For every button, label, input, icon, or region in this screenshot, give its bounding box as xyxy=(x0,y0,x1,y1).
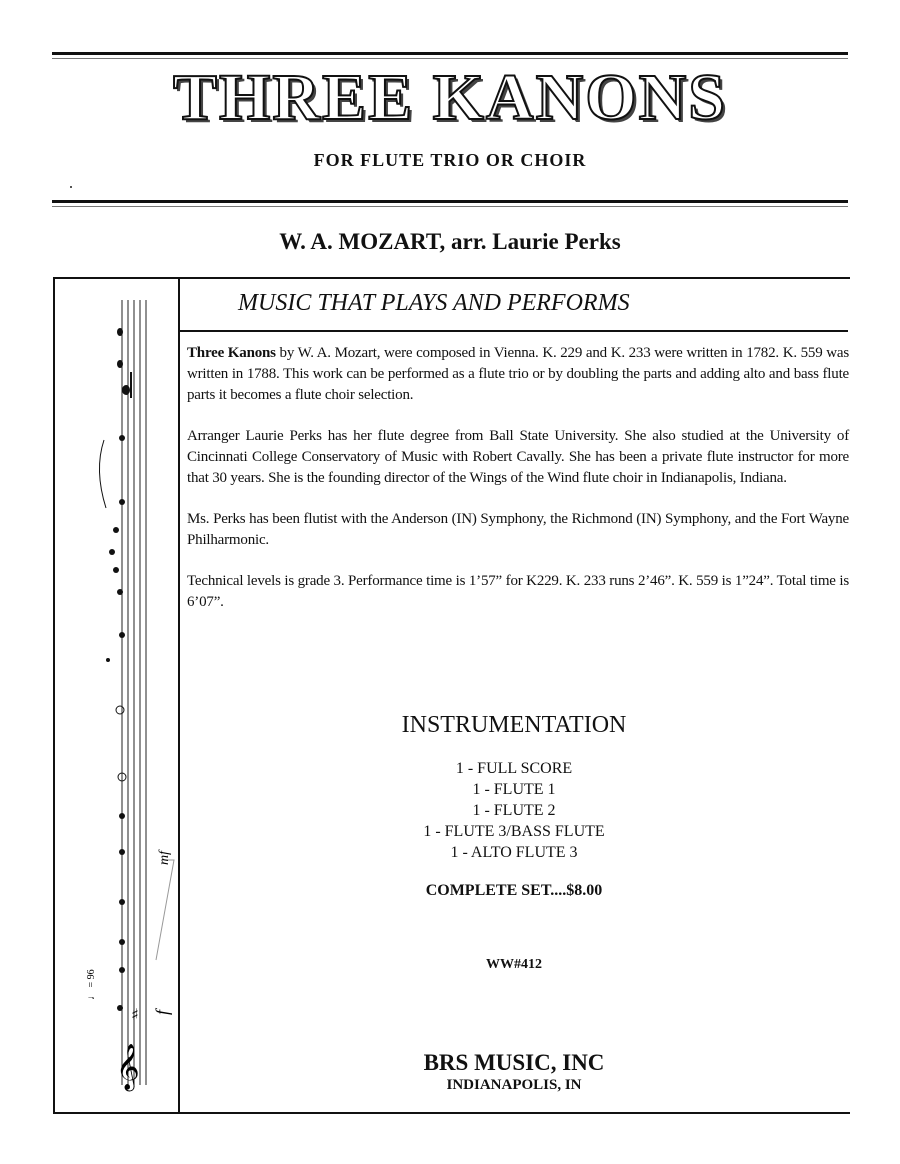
paragraph-performances: Ms. Perks has been flutist with the Anderson (IN) Symphony, the Richmond (IN) Symphony, and the Fort Wayne Philharmonic. xyxy=(187,511,849,548)
top-rule xyxy=(52,52,848,59)
intro-bold: Three Kanons xyxy=(187,345,276,361)
treble-clef-icon: 𝄞 xyxy=(116,1044,140,1090)
paragraph-arranger: Arranger Laurie Perks has her flute degree from Ball State University. She also studied at the University of Cincinnati College Conservatory of Music with Robert Cavally. She has been a private flute instructor for more that 30 years. She is the founding director of the Wings of the Wind flute choir in Indianapolis, Indiana. xyxy=(187,428,849,486)
paragraph-technical: Technical levels is grade 3. Performance time is 1’57” for K229. K. 233 runs 2’46”. K. 559 is 1”24”. Total time is 6’07”. xyxy=(187,573,849,610)
page-subtitle: FOR FLUTE TRIO OR CHOIR xyxy=(313,150,587,170)
instrumentation-list xyxy=(180,758,848,863)
svg-text:♯: ♯ xyxy=(131,1005,139,1024)
publisher-city: INDIANAPOLIS, IN xyxy=(446,1077,582,1093)
sidebar-divider xyxy=(178,277,180,1112)
tagline: MUSIC THAT PLAYS AND PERFORMS xyxy=(238,290,630,316)
instrumentation-item: 1 - FLUTE 1 xyxy=(472,781,556,798)
catalog-number: WW#412 xyxy=(486,957,542,972)
scan-speck xyxy=(70,186,72,188)
tagline-divider xyxy=(180,330,848,332)
header-rule xyxy=(52,200,848,207)
paragraph-intro xyxy=(187,343,849,406)
instrumentation-item: 1 - FULL SCORE xyxy=(455,760,573,777)
intro-text: by W. A. Mozart, were composed in Vienna. K. 229 and K. 233 were written in 1782. K. 559 was written in 1788. This work can be performed as a flute trio or by doubling the parts and adding alto and bass flute parts it becomes a flute choir selection. xyxy=(187,345,849,403)
description xyxy=(187,343,849,633)
staff-svg xyxy=(56,280,178,1108)
tempo-marking: ♩ = 96 xyxy=(86,969,97,1000)
instrumentation-item: 1 - FLUTE 3/BASS FLUTE xyxy=(423,823,605,840)
instrumentation-item: 1 - FLUTE 2 xyxy=(472,802,556,819)
dynamic-mf: mf xyxy=(157,851,172,865)
instrumentation-title: INSTRUMENTATION xyxy=(401,712,627,738)
instrumentation-item: 1 - ALTO FLUTE 3 xyxy=(450,844,578,861)
price-line: COMPLETE SET....$8.00 xyxy=(425,882,603,899)
publisher-name: BRS MUSIC, INC xyxy=(423,1050,605,1075)
dynamic-forte: f xyxy=(152,1009,172,1015)
page-title: THREE KANONS xyxy=(173,61,727,134)
music-staff-illustration xyxy=(56,280,178,1108)
composer-line: W. A. MOZART, arr. Laurie Perks xyxy=(279,229,621,254)
